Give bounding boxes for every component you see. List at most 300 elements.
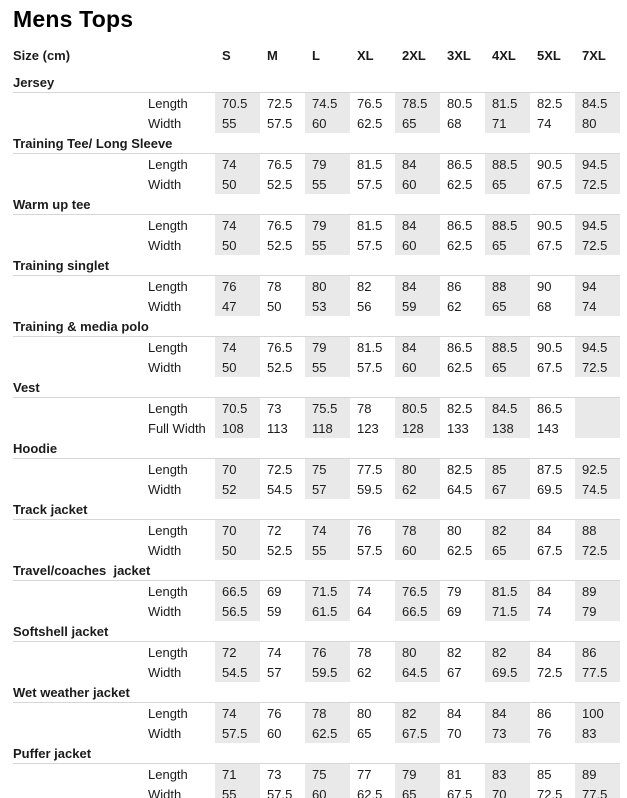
size-value-cell: 82 <box>357 278 372 294</box>
size-value-cell: 88 <box>485 276 530 297</box>
size-value-cell: 74.5 <box>575 479 620 499</box>
category-name: Warm up tee <box>13 194 620 215</box>
size-value-cell: 59.5 <box>305 662 350 682</box>
size-value-cell: 60 <box>395 540 440 560</box>
size-value-cell: 50 <box>215 235 260 255</box>
size-value-cell: 64 <box>357 603 372 619</box>
measurement-label: Length <box>148 400 188 416</box>
category-name: Training & media polo <box>13 316 620 337</box>
size-value-cell: 86.5 <box>537 400 563 416</box>
size-value-cell: 82.5 <box>447 400 473 416</box>
size-value-cell: 60 <box>267 725 282 741</box>
spacer-cell <box>13 398 148 419</box>
size-value-cell: 74 <box>537 603 552 619</box>
size-value-cell: 81 <box>447 766 462 782</box>
spacer-cell <box>13 174 148 194</box>
spacer-cell <box>13 93 148 114</box>
size-value-cell: 50 <box>215 540 260 560</box>
size-value-cell: 55 <box>305 235 350 255</box>
spacer-cell <box>13 215 148 236</box>
size-value-cell: 55 <box>305 540 350 560</box>
size-value-cell: 70 <box>485 784 530 798</box>
size-value-cell: 64.5 <box>395 662 440 682</box>
category-row <box>13 438 620 459</box>
measurement-row <box>13 723 620 743</box>
size-value-cell: 100 <box>575 703 620 724</box>
size-value-cell: 78 <box>305 703 350 724</box>
size-value-cell: 65 <box>485 357 530 377</box>
size-value-cell: 71.5 <box>305 581 350 602</box>
size-value-cell: 88.5 <box>485 215 530 236</box>
size-value-cell: 80 <box>575 113 620 133</box>
size-value-cell: 76.5 <box>267 217 293 233</box>
size-value-cell: 79 <box>395 764 440 785</box>
spacer-cell <box>13 357 148 377</box>
size-value-cell: 61.5 <box>305 601 350 621</box>
size-value-cell: 72.5 <box>267 461 293 477</box>
size-value-cell: 52.5 <box>267 176 293 192</box>
size-value-cell: 62.5 <box>447 359 473 375</box>
measurement-row <box>13 662 620 682</box>
size-value-cell: 83 <box>485 764 530 785</box>
size-value-cell: 62.5 <box>305 723 350 743</box>
category-row <box>13 743 620 764</box>
size-value-cell: 73 <box>267 766 282 782</box>
size-value-cell: 72.5 <box>575 540 620 560</box>
size-value-cell: 79 <box>305 215 350 236</box>
size-value-cell: 84.5 <box>575 93 620 114</box>
size-value-cell: 86 <box>575 642 620 663</box>
size-value-cell: 56.5 <box>215 601 260 621</box>
spacer-cell <box>13 154 148 175</box>
size-value-cell: 84 <box>537 644 552 660</box>
size-value-cell <box>575 398 620 419</box>
size-value-cell: 62.5 <box>447 542 473 558</box>
size-value-cell: 80 <box>447 522 462 538</box>
size-value-cell: 72.5 <box>537 664 563 680</box>
size-value-cell: 84 <box>447 705 462 721</box>
spacer-cell <box>13 418 148 438</box>
size-value-cell: 88.5 <box>485 337 530 358</box>
size-value-cell: 67.5 <box>537 237 563 253</box>
category-row <box>13 72 620 93</box>
size-value-cell: 55 <box>215 113 260 133</box>
spacer-cell <box>13 479 148 499</box>
size-value-cell: 70.5 <box>215 398 260 419</box>
size-value-cell: 138 <box>485 418 530 438</box>
size-value-cell: 67.5 <box>537 359 563 375</box>
measurement-row <box>13 784 620 798</box>
spacer-cell <box>13 520 148 541</box>
category-name: Travel/coaches jacket <box>13 560 620 581</box>
size-value-cell: 123 <box>357 420 379 436</box>
size-value-cell: 80 <box>357 705 372 721</box>
size-value-cell: 65 <box>357 725 372 741</box>
size-value-cell: 75.5 <box>305 398 350 419</box>
size-value-cell: 86 <box>537 705 552 721</box>
measurement-row <box>13 520 620 541</box>
spacer-cell <box>13 581 148 602</box>
size-value-cell: 69.5 <box>537 481 563 497</box>
size-value-cell: 71 <box>215 764 260 785</box>
size-value-cell: 57.5 <box>267 786 293 798</box>
measurement-row <box>13 154 620 175</box>
page-title: Mens Tops <box>13 6 134 32</box>
size-value-cell: 74 <box>537 115 552 131</box>
size-value-cell: 59 <box>395 296 440 316</box>
size-chart-table <box>13 43 620 798</box>
measurement-label: Length <box>148 156 188 172</box>
size-value-cell: 72 <box>267 522 282 538</box>
size-value-cell: 74 <box>575 296 620 316</box>
size-value-cell: 72 <box>215 642 260 663</box>
size-value-cell: 77 <box>357 766 372 782</box>
measurement-label: Width <box>148 237 182 253</box>
size-value-cell: 94.5 <box>575 154 620 175</box>
spacer-cell <box>13 276 148 297</box>
size-value-cell: 62 <box>447 298 462 314</box>
size-value-cell: 52.5 <box>267 359 293 375</box>
measurement-label: Length <box>148 95 188 111</box>
size-value-cell: 89 <box>575 764 620 785</box>
size-value-cell: 85 <box>485 459 530 480</box>
size-value-cell: 67 <box>447 664 462 680</box>
size-value-cell: 57.5 <box>215 723 260 743</box>
size-value-cell: 86.5 <box>447 156 473 172</box>
size-value-cell: 57.5 <box>357 176 383 192</box>
measurement-label: Length <box>148 278 188 294</box>
size-value-cell: 81.5 <box>357 339 383 355</box>
spacer-cell <box>13 723 148 743</box>
size-value-cell: 66.5 <box>215 581 260 602</box>
measurement-label: Width <box>148 176 182 192</box>
category-name: Vest <box>13 377 620 398</box>
size-value-cell: 65 <box>485 540 530 560</box>
size-value-cell: 84 <box>395 215 440 236</box>
size-value-cell: 79 <box>305 337 350 358</box>
size-value-cell: 62 <box>395 479 440 499</box>
measurement-label: Width <box>148 542 182 558</box>
size-value-cell: 76 <box>305 642 350 663</box>
size-value-cell: 67 <box>485 479 530 499</box>
size-value-cell: 84.5 <box>485 398 530 419</box>
category-row <box>13 255 620 276</box>
size-value-cell: 84 <box>395 276 440 297</box>
size-value-cell: 57.5 <box>357 359 383 375</box>
size-value-cell: 64.5 <box>447 481 473 497</box>
size-value-cell: 52.5 <box>267 237 293 253</box>
size-value-cell: 55 <box>215 784 260 798</box>
size-value-cell: 57.5 <box>267 115 293 131</box>
spacer-cell <box>13 113 148 133</box>
size-value-cell: 79 <box>447 583 462 599</box>
spacer-cell <box>13 703 148 724</box>
measurement-label: Full Width <box>148 420 206 436</box>
size-value-cell: 74.5 <box>305 93 350 114</box>
category-row <box>13 621 620 642</box>
size-value-cell: 55 <box>305 357 350 377</box>
measurement-row <box>13 703 620 724</box>
size-value-cell: 90 <box>537 278 552 294</box>
size-value-cell: 73 <box>267 400 282 416</box>
size-value-cell: 54.5 <box>215 662 260 682</box>
spacer-cell <box>13 296 148 316</box>
size-value-cell: 72.5 <box>575 357 620 377</box>
size-value-cell: 78 <box>357 400 372 416</box>
size-value-cell: 75 <box>305 764 350 785</box>
size-header-m: M <box>267 48 278 63</box>
spacer-cell <box>13 459 148 480</box>
size-header-3xl: 3XL <box>447 48 471 63</box>
size-value-cell: 74 <box>215 154 260 175</box>
size-value-cell: 79 <box>305 154 350 175</box>
size-value-cell: 62.5 <box>357 115 383 131</box>
category-row <box>13 560 620 581</box>
size-value-cell: 71.5 <box>485 601 530 621</box>
size-value-cell: 78 <box>357 644 372 660</box>
size-value-cell: 70 <box>215 520 260 541</box>
measurement-row <box>13 459 620 480</box>
measurement-row <box>13 215 620 236</box>
size-value-cell: 90.5 <box>537 339 563 355</box>
measurement-label: Length <box>148 461 188 477</box>
size-value-cell: 67.5 <box>395 723 440 743</box>
size-value-cell: 77.5 <box>575 784 620 798</box>
size-value-cell: 60 <box>395 174 440 194</box>
size-value-cell: 67.5 <box>447 786 473 798</box>
size-value-cell: 83 <box>575 723 620 743</box>
size-value-cell: 77.5 <box>575 662 620 682</box>
size-value-cell: 68 <box>537 298 552 314</box>
size-value-cell: 84 <box>395 337 440 358</box>
category-row <box>13 133 620 154</box>
measurement-row <box>13 540 620 560</box>
size-value-cell: 88 <box>575 520 620 541</box>
measurement-row <box>13 337 620 358</box>
size-value-cell: 76 <box>357 522 372 538</box>
measurement-label: Width <box>148 664 182 680</box>
size-value-cell: 59.5 <box>357 481 383 497</box>
size-value-cell: 143 <box>537 420 559 436</box>
size-header-2xl: 2XL <box>402 48 426 63</box>
spacer-cell <box>13 784 148 798</box>
size-value-cell: 57.5 <box>357 542 383 558</box>
size-header-s: S <box>222 48 231 63</box>
size-value-cell: 78 <box>395 520 440 541</box>
spacer-cell <box>13 662 148 682</box>
size-value-cell: 84 <box>537 583 552 599</box>
size-value-cell: 74 <box>305 520 350 541</box>
size-unit-label: Size (cm) <box>13 48 71 63</box>
measurement-row <box>13 418 620 438</box>
measurement-row <box>13 235 620 255</box>
size-header-xl: XL <box>357 48 374 63</box>
size-value-cell: 84 <box>395 154 440 175</box>
category-name: Wet weather jacket <box>13 682 620 703</box>
measurement-row <box>13 357 620 377</box>
size-value-cell: 94.5 <box>575 215 620 236</box>
size-value-cell: 118 <box>305 418 350 438</box>
size-value-cell: 87.5 <box>537 461 563 477</box>
size-value-cell: 81.5 <box>357 217 383 233</box>
size-value-cell: 113 <box>267 420 288 436</box>
measurement-label: Length <box>148 583 188 599</box>
size-value-cell: 108 <box>215 418 260 438</box>
size-value-cell: 62.5 <box>447 176 473 192</box>
size-value-cell: 65 <box>485 174 530 194</box>
measurement-label: Width <box>148 786 182 798</box>
size-value-cell: 78 <box>267 278 282 294</box>
size-header-row <box>13 43 620 72</box>
size-value-cell: 80 <box>395 459 440 480</box>
size-value-cell: 66.5 <box>395 601 440 621</box>
size-value-cell: 70.5 <box>215 93 260 114</box>
size-value-cell: 55 <box>305 174 350 194</box>
size-value-cell: 76 <box>215 276 260 297</box>
size-value-cell: 65 <box>395 113 440 133</box>
size-value-cell: 81.5 <box>357 156 383 172</box>
size-value-cell: 67.5 <box>537 176 563 192</box>
size-header-5xl: 5XL <box>537 48 561 63</box>
size-value-cell: 82.5 <box>537 95 563 111</box>
measurement-row <box>13 642 620 663</box>
size-header-l: L <box>312 48 320 63</box>
size-value-cell: 72.5 <box>267 95 293 111</box>
category-name: Jersey <box>13 72 620 93</box>
size-value-cell: 76.5 <box>267 156 293 172</box>
spacer-cell <box>13 642 148 663</box>
measurement-label: Length <box>148 522 188 538</box>
size-value-cell: 72.5 <box>575 235 620 255</box>
size-value-cell: 54.5 <box>267 481 293 497</box>
spacer-cell <box>13 601 148 621</box>
size-value-cell: 81.5 <box>485 93 530 114</box>
size-value-cell: 69 <box>267 583 282 599</box>
size-value-cell: 82 <box>395 703 440 724</box>
size-value-cell: 85 <box>537 766 552 782</box>
category-name: Training Tee/ Long Sleeve <box>13 133 620 154</box>
category-row <box>13 194 620 215</box>
category-name: Softshell jacket <box>13 621 620 642</box>
size-value-cell: 70 <box>215 459 260 480</box>
measurement-label: Width <box>148 298 182 314</box>
measurement-label: Length <box>148 766 188 782</box>
size-value-cell: 47 <box>215 296 260 316</box>
size-header-4xl: 4XL <box>492 48 516 63</box>
size-value-cell: 57.5 <box>357 237 383 253</box>
measurement-row <box>13 479 620 499</box>
size-value-cell: 65 <box>395 784 440 798</box>
size-value-cell: 84 <box>537 522 552 538</box>
size-value-cell: 72.5 <box>537 786 563 798</box>
size-value-cell: 53 <box>305 296 350 316</box>
size-value-cell: 80 <box>305 276 350 297</box>
size-value-cell: 78.5 <box>395 93 440 114</box>
measurement-label: Length <box>148 644 188 660</box>
size-value-cell: 60 <box>305 113 350 133</box>
size-value-cell: 128 <box>395 418 440 438</box>
measurement-row <box>13 581 620 602</box>
size-value-cell: 70 <box>447 725 462 741</box>
category-name: Hoodie <box>13 438 620 459</box>
size-value-cell <box>575 418 620 438</box>
measurement-row <box>13 276 620 297</box>
size-value-cell: 50 <box>215 174 260 194</box>
measurement-row <box>13 601 620 621</box>
measurement-label: Width <box>148 359 182 375</box>
category-name: Training singlet <box>13 255 620 276</box>
measurement-row <box>13 93 620 114</box>
size-value-cell: 76.5 <box>357 95 383 111</box>
measurement-row <box>13 764 620 785</box>
size-value-cell: 82 <box>485 520 530 541</box>
size-value-cell: 88.5 <box>485 154 530 175</box>
size-value-cell: 50 <box>215 357 260 377</box>
size-value-cell: 57 <box>267 664 282 680</box>
size-value-cell: 80.5 <box>395 398 440 419</box>
size-value-cell: 60 <box>395 235 440 255</box>
size-value-cell: 65 <box>485 235 530 255</box>
size-value-cell: 86.5 <box>447 339 473 355</box>
size-value-cell: 94.5 <box>575 337 620 358</box>
size-value-cell: 76.5 <box>267 339 293 355</box>
size-value-cell: 60 <box>395 357 440 377</box>
size-value-cell: 62.5 <box>447 237 473 253</box>
size-value-cell: 65 <box>485 296 530 316</box>
size-value-cell: 74 <box>215 337 260 358</box>
size-value-cell: 50 <box>267 298 282 314</box>
spacer-cell <box>13 235 148 255</box>
size-value-cell: 62 <box>357 664 372 680</box>
size-value-cell: 52 <box>215 479 260 499</box>
measurement-row <box>13 398 620 419</box>
size-value-cell: 82 <box>485 642 530 663</box>
size-value-cell: 75 <box>305 459 350 480</box>
measurement-label: Width <box>148 115 182 131</box>
size-value-cell: 84 <box>485 703 530 724</box>
measurement-label: Length <box>148 217 188 233</box>
header-spacer-cell <box>148 43 215 72</box>
size-value-cell: 60 <box>305 784 350 798</box>
size-value-cell: 79 <box>575 601 620 621</box>
size-value-cell: 90.5 <box>537 156 563 172</box>
category-row <box>13 316 620 337</box>
spacer-cell <box>13 764 148 785</box>
size-value-cell: 69 <box>447 603 462 619</box>
measurement-label: Width <box>148 725 182 741</box>
size-value-cell: 52.5 <box>267 542 293 558</box>
measurement-row <box>13 296 620 316</box>
size-value-cell: 56 <box>357 298 372 314</box>
size-value-cell: 82.5 <box>447 461 473 477</box>
category-name: Puffer jacket <box>13 743 620 764</box>
size-value-cell: 72.5 <box>575 174 620 194</box>
size-value-cell: 73 <box>485 723 530 743</box>
spacer-cell <box>13 337 148 358</box>
size-value-cell: 86.5 <box>447 217 473 233</box>
size-value-cell: 90.5 <box>537 217 563 233</box>
measurement-row <box>13 174 620 194</box>
size-value-cell: 74 <box>357 583 372 599</box>
spacer-cell <box>13 540 148 560</box>
size-value-cell: 71 <box>485 113 530 133</box>
size-value-cell: 133 <box>447 420 469 436</box>
size-value-cell: 92.5 <box>575 459 620 480</box>
size-value-cell: 77.5 <box>357 461 383 477</box>
size-value-cell: 59 <box>267 603 282 619</box>
size-value-cell: 80.5 <box>447 95 473 111</box>
measurement-label: Width <box>148 603 182 619</box>
